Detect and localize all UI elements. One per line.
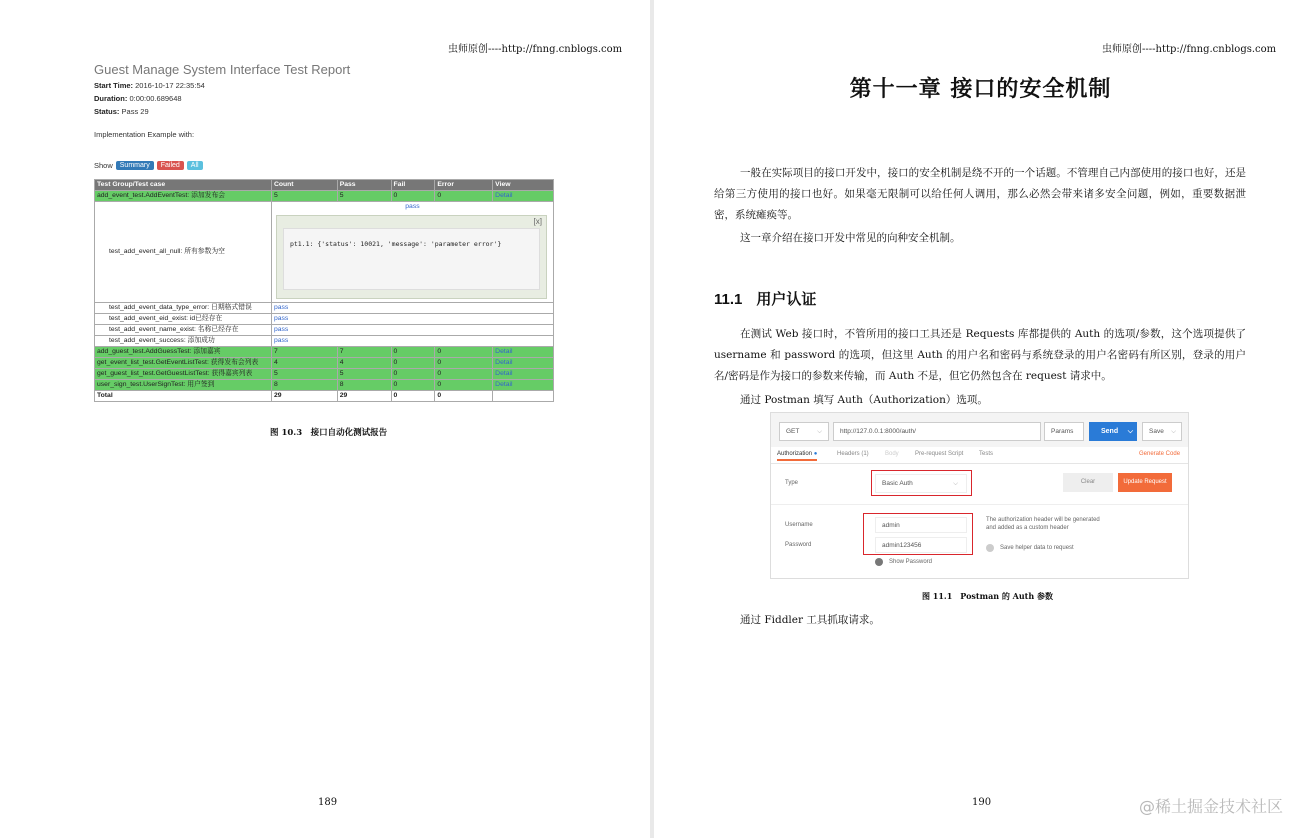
output-popup [276, 215, 547, 299]
highlight-box [871, 470, 972, 496]
postman-screenshot [770, 412, 1189, 579]
type-select[interactable]: Basic Auth ⌵ [875, 474, 967, 493]
chevron-down-icon: ⌵ [1171, 428, 1176, 435]
chevron-down-icon: ⌵ [817, 428, 822, 435]
total-row: Total 29 29 0 0 [95, 391, 554, 402]
failed-button[interactable]: Failed [157, 161, 184, 170]
pass-link[interactable]: pass [271, 314, 553, 325]
all-button[interactable]: All [187, 161, 203, 170]
url-input[interactable]: http://127.0.0.1:8000/auth/ [833, 422, 1041, 441]
left-page [0, 0, 650, 838]
column-header: Fail [391, 180, 435, 191]
send-button[interactable]: Send ⌵ [1089, 422, 1137, 441]
request-tabs [771, 447, 1188, 464]
generate-code-link[interactable]: Generate Code [1139, 451, 1181, 457]
table-row: add_guest_test.AddGuessTest: 添加嘉宾 7 7 0 0 Detail [95, 347, 554, 358]
section-title: 用户认证 [756, 291, 817, 308]
page-number: 189 [318, 797, 338, 808]
close-icon[interactable]: [x] [533, 217, 542, 226]
password-input[interactable]: admin123456 [875, 537, 967, 553]
duration: Duration: 0:00:00.689648 [94, 94, 182, 103]
username-input[interactable]: admin [875, 517, 967, 533]
pass-link[interactable]: pass [271, 325, 553, 336]
output-text: pt1.1: {'status': 10021, 'message': 'parameter error'} [283, 228, 540, 290]
info-text: and added as a custom header [986, 525, 1069, 531]
detail-link[interactable]: Detail [493, 369, 554, 380]
detail-link[interactable]: Detail [493, 380, 554, 391]
chevron-down-icon: ⌵ [953, 480, 958, 487]
report-description: Implementation Example with: [94, 130, 195, 139]
params-button[interactable]: Params [1044, 422, 1084, 441]
tab-pre-request-script[interactable]: Pre-request Script [915, 451, 964, 457]
table-row: test_add_event_eid_exist: id已经存在 pass [95, 314, 554, 325]
section-number: 11.1 [714, 291, 743, 308]
type-label: Type [785, 480, 799, 486]
column-header: View [493, 180, 554, 191]
pass-link[interactable]: pass [271, 303, 553, 314]
tab-tests[interactable]: Tests [979, 451, 994, 457]
method-select[interactable]: GET ⌵ [779, 422, 829, 441]
watermark: @稀土掘金技术社区 [1138, 797, 1283, 816]
paragraph: 这一章介绍在接口开发中常见的向种安全机制。 [740, 232, 961, 244]
dot-icon: ● [813, 451, 818, 457]
column-header: Error [435, 180, 493, 191]
password-label: Password [785, 542, 812, 548]
username-label: Username [785, 522, 813, 528]
tab-headers[interactable]: Headers (1) [837, 451, 869, 457]
column-header: Count [271, 180, 337, 191]
column-header: Pass [337, 180, 391, 191]
update-request-button[interactable]: Update Request [1118, 473, 1172, 492]
paragraph: 在测试 Web 接口时，不管所用的接口工具还是 Requests 库都提供的 Auth 的选项/参数，这个选项提供了 username 和 password 的选项，但这里 Auth 的用户名和密码与系统登录的用户名密码有所区别，登录的用户名/密码是作为接口的参数来传输，而 Auth 不是，但它仍然包含在 request 请求中。 [714, 328, 1246, 382]
table-row: get_event_list_test.GetEventListTest: 获得发布会列表 4 4 0 0 Detail [95, 358, 554, 369]
right-page [654, 0, 1307, 838]
table-row: test_add_event_data_type_error: 日期格式错误 pass [95, 303, 554, 314]
clear-button[interactable]: Clear [1063, 473, 1113, 492]
helper-checkbox[interactable] [986, 544, 994, 552]
highlight-box [863, 513, 973, 555]
table-row: test_add_event_name_exist: 名称已经存在 pass [95, 325, 554, 336]
status: Status: Pass 29 [94, 107, 149, 116]
chapter-title: 第十一章 接口的安全机制 [849, 76, 1112, 102]
summary-button[interactable]: Summary [116, 161, 154, 170]
report-table [94, 179, 554, 402]
column-header: Test Group/Test case [95, 180, 272, 191]
page-header: 虫师原创----http://fnng.cnblogs.com [448, 44, 623, 55]
paragraph: 一般在实际项目的接口开发中，接口的安全机制是绕不开的一个话题。不管理自己内部使用的接口也好，还是给第三方使用的接口也好。如果毫无限制可以给任何人调用，那么必然会带来诸多安全问题，例如，重要数据泄密，系统瘫痪等。 [714, 167, 1246, 221]
tab-body[interactable]: Body [885, 451, 899, 457]
table-header [95, 180, 554, 191]
paragraph: 通过 Postman 填写 Auth（Authorization）选项。 [740, 394, 988, 406]
filter-bar [94, 161, 203, 170]
pass-link[interactable]: pass [271, 336, 553, 347]
detail-link[interactable]: Detail [493, 191, 554, 202]
show-password-label: Show Password [889, 559, 933, 565]
divider [771, 504, 1188, 505]
table-row: get_guest_list_test.GetGuestListTest: 获得嘉宾列表 5 5 0 0 Detail [95, 369, 554, 380]
info-text: The authorization header will be generated [986, 517, 1100, 523]
table-row: add_event_test.AddEventTest: 添加发布会 5 5 0 0 Detail [95, 191, 554, 202]
save-button[interactable]: Save ⌵ [1142, 422, 1182, 441]
show-password-checkbox[interactable] [875, 558, 883, 566]
figure-caption: 图 11.1 Postman 的 Auth 参数 [922, 591, 1053, 601]
report-title: Guest Manage System Interface Test Report [94, 62, 351, 77]
figure-caption: 图 10.3 接口自动化测试报告 [270, 428, 388, 438]
section-heading [714, 288, 830, 309]
table-row: user_sign_test.UserSignTest: 用户签到 8 8 0 0 Detail [95, 380, 554, 391]
table-row: test_add_event_all_null: 所有参数为空 pass [x] pt1.1: {'status': 10021, 'message': 'parameter error'} [95, 202, 554, 303]
helper-label: Save helper data to request [1000, 545, 1074, 551]
page-header: 虫师原创----http://fnng.cnblogs.com [1102, 44, 1277, 55]
tab-authorization[interactable]: Authorization ● [777, 451, 817, 461]
detail-link[interactable]: Detail [493, 347, 554, 358]
detail-link[interactable]: Detail [493, 358, 554, 369]
start-time: Start Time: 2016-10-17 22:35:54 [94, 81, 205, 90]
table-row: test_add_event_success: 添加成功 pass [95, 336, 554, 347]
page-number: 190 [972, 797, 992, 808]
show-label: Show [94, 161, 113, 170]
pass-link[interactable]: pass [405, 203, 420, 210]
paragraph: 通过 Fiddler 工具抓取请求。 [740, 614, 880, 626]
chevron-down-icon: ⌵ [1127, 428, 1133, 435]
